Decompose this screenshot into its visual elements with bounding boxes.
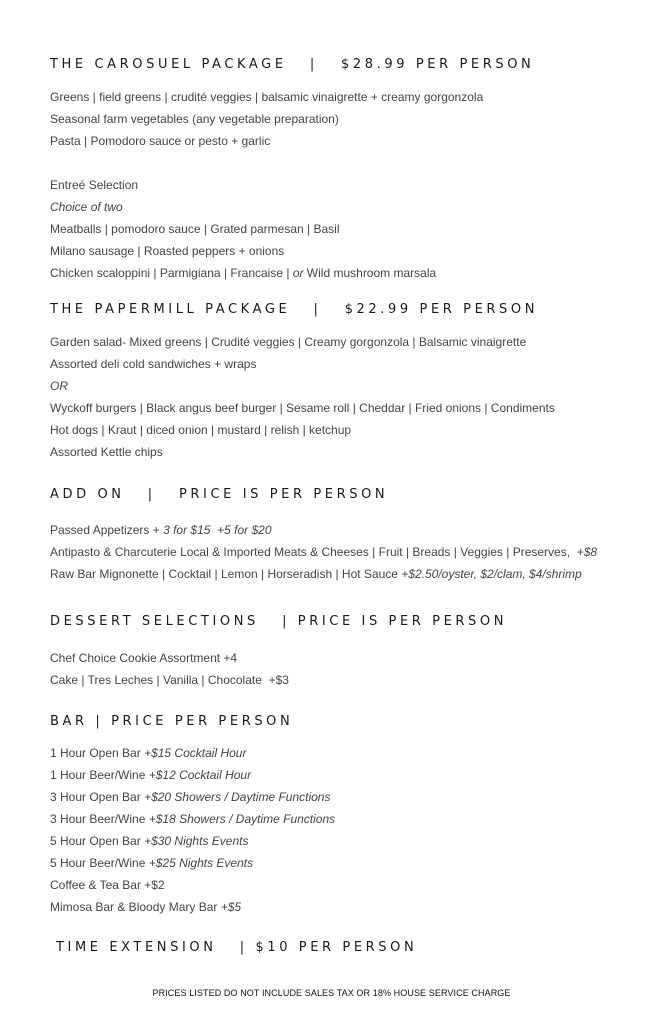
bar-item [50, 878, 165, 892]
chicken-marsala: Wild mushroom marsala [303, 266, 437, 280]
addon-item [50, 523, 272, 537]
addon-price: +$2.50/oyster, $2/clam, $4/shrimp [401, 567, 582, 581]
bar-item [50, 768, 251, 782]
bar-name: 1 Hour Open Bar [50, 746, 145, 760]
bar-name: 5 Hour Open Bar [50, 834, 145, 848]
or-word: or [292, 266, 304, 280]
addon-item [50, 545, 597, 559]
bar-price: +$25 Nights Events [148, 856, 254, 870]
bar-price: +$30 Nights Events [144, 834, 249, 848]
or-divider: OR [50, 379, 68, 393]
dessert-heading: DESSERT SELECTIONS | PRICE IS PER PERSON [50, 614, 508, 629]
add-on-heading: ADD ON | PRICE IS PER PERSON [50, 487, 389, 502]
bar-heading: BAR | PRICE PER PERSON [50, 714, 294, 729]
bar-name: 3 Hour Beer/Wine [50, 812, 149, 826]
menu-line: Pasta | Pomodoro sauce or pesto + garlic [50, 134, 271, 148]
bar-name: Coffee & Tea Bar +$2 [50, 878, 165, 892]
bar-price: +$15 Cocktail Hour [144, 746, 247, 760]
menu-line: Assorted deli cold sandwiches + wraps [50, 357, 257, 371]
dessert-item: Chef Choice Cookie Assortment +4 [50, 651, 238, 665]
menu-line: Greens | field greens | crudité veggies | balsamic vinaigrette + creamy gorgonzola [50, 90, 484, 104]
entree-title: Entreé Selection [50, 178, 139, 192]
addon-price: 3 for $15 +5 for $20 [163, 523, 272, 537]
bar-price: +$20 Showers / Daytime Functions [144, 790, 331, 804]
entree-note: Choice of two [50, 200, 123, 214]
bar-name: 1 Hour Beer/Wine [50, 768, 149, 782]
bar-item [50, 856, 253, 870]
addon-name: Passed Appetizers + [50, 523, 164, 537]
addon-item [50, 567, 582, 581]
bar-item [50, 812, 335, 826]
menu-line: Garden salad- Mixed greens | Crudité veggies | Creamy gorgonzola | Balsamic vinaigrette [50, 335, 527, 349]
menu-line [50, 266, 436, 280]
addon-price: +$8 [576, 545, 598, 559]
menu-line: Seasonal farm vegetables (any vegetable preparation) [50, 112, 339, 126]
menu-line: Assorted Kettle chips [50, 445, 163, 459]
menu-line: Hot dogs | Kraut | diced onion | mustard | relish | ketchup [50, 423, 352, 437]
chicken-options: Chicken scaloppini | Parmigiana | Francaise | [50, 266, 293, 280]
time-extension-heading: TIME EXTENSION | $10 PER PERSON [56, 940, 418, 955]
menu-line: Milano sausage | Roasted peppers + onions [50, 244, 285, 258]
bar-item [50, 746, 246, 760]
addon-name: Antipasto & Charcuterie Local & Imported Meats & Cheeses | Fruit | Breads | Veggies | Preserves, [50, 545, 577, 559]
bar-name: 3 Hour Open Bar [50, 790, 145, 804]
bar-name: 5 Hour Beer/Wine [50, 856, 149, 870]
bar-price: +$5 [220, 900, 242, 914]
footer-disclaimer: PRICES LISTED DO NOT INCLUDE SALES TAX OR 18% HOUSE SERVICE CHARGE [152, 988, 511, 998]
bar-item [50, 900, 241, 914]
bar-name: Mimosa Bar & Bloody Mary Bar [50, 900, 221, 914]
bar-price: +$12 Cocktail Hour [148, 768, 252, 782]
papermill-package-heading: THE PAPERMILL PACKAGE | $22.99 PER PERSON [50, 302, 539, 317]
menu-line: Wyckoff burgers | Black angus beef burger | Sesame roll | Cheddar | Fried onions | Condiments [50, 401, 555, 415]
bar-item [50, 790, 330, 804]
bar-item [50, 834, 248, 848]
carousel-package-heading: THE CAROSUEL PACKAGE | $28.99 PER PERSON [50, 57, 535, 72]
menu-line: Meatballs | pomodoro sauce | Grated parmesan | Basil [50, 222, 340, 236]
bar-price: +$18 Showers / Daytime Functions [148, 812, 336, 826]
dessert-item: Cake | Tres Leches | Vanilla | Chocolate +$3 [50, 673, 289, 687]
addon-name: Raw Bar Mignonette | Cocktail | Lemon | Horseradish | Hot Sauce [50, 567, 402, 581]
